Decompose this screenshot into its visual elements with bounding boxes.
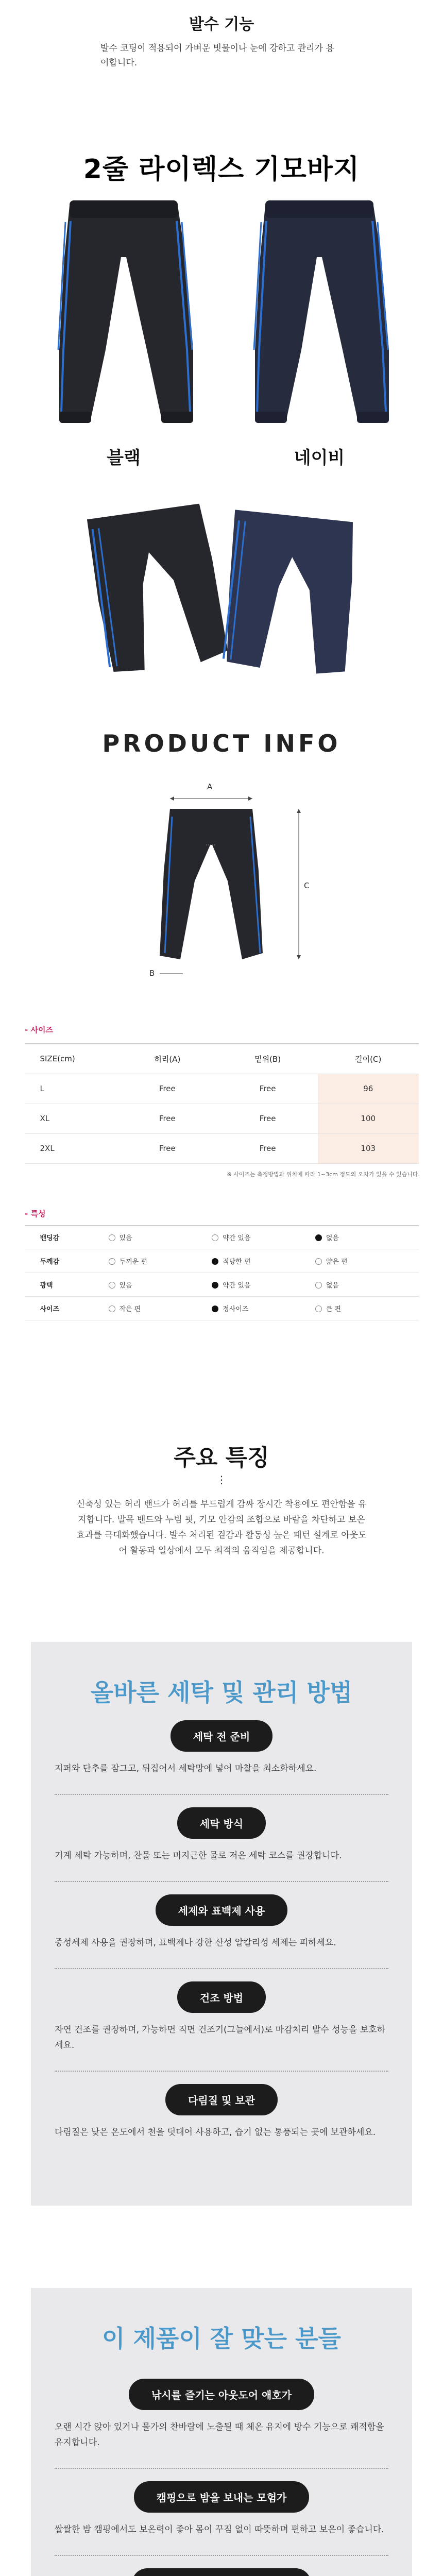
rise-cell: Free bbox=[217, 1133, 318, 1163]
length-cell: 100 bbox=[318, 1104, 419, 1133]
intro-title: 발수 기능 bbox=[189, 15, 254, 33]
size-col-size: SIZE(cm) bbox=[25, 1044, 117, 1074]
feature-option: 작은 편 bbox=[119, 1306, 141, 1313]
size-table bbox=[25, 1043, 419, 1164]
radio-selected-icon bbox=[212, 1258, 218, 1265]
feature-row-thickness bbox=[25, 1249, 419, 1273]
feature-option: 두꺼운 편 bbox=[119, 1258, 147, 1266]
size-diagram-image bbox=[93, 778, 350, 994]
feature-option: 정사이즈 bbox=[223, 1306, 249, 1313]
feature-option: 적당한 편 bbox=[223, 1258, 251, 1266]
size-cell: XL bbox=[25, 1104, 117, 1133]
feature-option: 약간 있음 bbox=[223, 1282, 251, 1290]
size-heading: - 사이즈 bbox=[25, 1025, 53, 1035]
color-option-black bbox=[36, 195, 211, 469]
size-diagram bbox=[93, 778, 350, 994]
feature-option: 있음 bbox=[119, 1234, 132, 1243]
feature-option: 없음 bbox=[326, 1234, 339, 1243]
care-item-text: 다림질은 낮은 온도에서 천을 덧대어 사용하고, 습기 없는 통풍되는 곳에 보관하세요. bbox=[55, 2127, 376, 2138]
care-item-text: 지퍼와 단추를 잠그고, 뒤집어서 세탁망에 넣어 마찰을 최소화하세요. bbox=[55, 1761, 388, 1795]
rise-cell: Free bbox=[217, 1074, 318, 1104]
size-cell: 2XL bbox=[25, 1133, 117, 1163]
feature-row-size bbox=[25, 1297, 419, 1320]
feature-row-gloss bbox=[25, 1273, 419, 1297]
product-title: 2줄 라이렉스 기모바지 bbox=[83, 154, 360, 185]
color-label-navy: 네이비 bbox=[294, 448, 345, 468]
table-row bbox=[25, 1133, 419, 1163]
radio-icon bbox=[109, 1258, 115, 1265]
feature-label: 두께감 bbox=[40, 1258, 60, 1266]
radio-selected-icon bbox=[315, 1234, 322, 1241]
recommend-item-label: 낚시를 즐기는 아웃도어 애호가 bbox=[129, 2379, 314, 2410]
care-item-label: 세제와 표백제 사용 bbox=[156, 1894, 288, 1926]
care-item bbox=[31, 1894, 412, 1969]
key-features-section bbox=[0, 1439, 443, 1558]
care-item bbox=[31, 1807, 412, 1882]
size-col-waist: 허리(A) bbox=[117, 1044, 218, 1074]
recommend-item bbox=[31, 2481, 412, 2556]
care-item-text: 중성세제 사용을 권장하며, 표백제나 강한 산성 알칼리성 세제는 피하세요. bbox=[55, 1935, 388, 1969]
length-cell: 103 bbox=[318, 1133, 419, 1163]
feature-option: 큰 편 bbox=[326, 1306, 342, 1313]
radio-icon bbox=[315, 1306, 322, 1312]
key-features-title: 주요 특징 bbox=[174, 1445, 269, 1471]
recommend-title: 이 제품이 잘 맞는 분들 bbox=[102, 2325, 341, 2352]
care-item-label: 다림질 및 보관 bbox=[165, 2084, 278, 2115]
radio-icon bbox=[315, 1282, 322, 1289]
navy-pants-image bbox=[234, 195, 404, 437]
care-item bbox=[31, 1720, 412, 1795]
features-heading: - 특성 bbox=[25, 1209, 46, 1218]
key-features-text: 신축성 있는 허리 밴드가 허리를 부드럽게 감싸 장시간 착용에도 편안함을 유지합니다. 발목 밴드와 누빔 핏, 기모 안감의 조합으로 바람을 차단하고 보온 효과를 극대화했습니다. 발수 처리된 겉감과 활동성 높은 패턴 설계로 아웃도어 활동과 일상에서 모두 최적의 움직임을 제공합니다. bbox=[76, 1499, 367, 1556]
waist-cell: Free bbox=[117, 1104, 218, 1133]
waist-cell: Free bbox=[117, 1074, 218, 1104]
care-title: 올바른 세탁 및 관리 방법 bbox=[90, 1679, 353, 1706]
feature-option: 있음 bbox=[119, 1282, 132, 1290]
water-repellent-section bbox=[0, 0, 443, 70]
feature-label: 사이즈 bbox=[40, 1306, 60, 1313]
table-row bbox=[25, 1104, 419, 1133]
feature-label: 밴딩감 bbox=[40, 1234, 60, 1243]
radio-icon bbox=[109, 1234, 115, 1241]
dim-label-a: A bbox=[207, 782, 213, 791]
care-item-label: 세탁 전 준비 bbox=[171, 1720, 273, 1752]
care-item-text: 기계 세탁 가능하며, 찬물 또는 미지근한 물로 저온 세탁 코스를 권장합니다. bbox=[55, 1848, 388, 1882]
radio-icon bbox=[315, 1258, 322, 1265]
radio-selected-icon bbox=[212, 1282, 218, 1289]
radio-icon bbox=[109, 1282, 115, 1289]
feature-option: 얇은 편 bbox=[326, 1258, 348, 1266]
feature-label: 광택 bbox=[40, 1282, 53, 1290]
radio-icon bbox=[109, 1306, 115, 1312]
features-table bbox=[25, 1225, 419, 1321]
size-table-header bbox=[25, 1044, 419, 1074]
color-option-navy bbox=[232, 195, 407, 469]
waist-cell: Free bbox=[117, 1133, 218, 1163]
care-item bbox=[31, 1981, 412, 2072]
care-item-label: 건조 방법 bbox=[177, 1981, 266, 2013]
product-info-title: PRODUCT INFO bbox=[102, 730, 341, 757]
care-item-label: 세탁 방식 bbox=[177, 1807, 266, 1839]
recommend-item-text: 쌀쌀한 밤 캠핑에서도 보온력이 좋아 몸이 꾸짐 없이 따뜻하며 편하고 보온이 좋습니다. bbox=[55, 2522, 388, 2556]
care-item-text: 자연 건조를 권장하며, 가능하면 직면 건조기(그늘에서)로 마감처리 발수 성능을 보호하세요. bbox=[55, 2022, 388, 2072]
color-options bbox=[0, 195, 443, 469]
feature-option: 약간 있음 bbox=[223, 1234, 251, 1243]
recommend-item-text: 오랜 시간 앉아 있거나 물가의 찬바람에 노출될 때 체온 유지에 방수 기능으로 쾌적함을 유지합니다. bbox=[55, 2419, 388, 2469]
size-col-length: 길이(C) bbox=[318, 1044, 419, 1074]
recommend-item-label: 캠핑으로 밤을 보내는 모험가 bbox=[134, 2481, 310, 2513]
intro-text: 발수 코팅이 적용되어 가벼운 빗물이나 눈에 강하고 관리가 용이합니다. bbox=[100, 43, 334, 68]
recommend-item bbox=[31, 2568, 412, 2576]
black-pants-image bbox=[39, 195, 209, 437]
care-section bbox=[31, 1642, 412, 2206]
dim-label-c: C bbox=[304, 881, 310, 890]
color-label-black: 블랙 bbox=[107, 448, 141, 468]
rise-cell: Free bbox=[217, 1104, 318, 1133]
size-cell: L bbox=[25, 1074, 117, 1104]
recommend-section bbox=[31, 2288, 412, 2576]
recommend-item-label bbox=[132, 2568, 311, 2576]
recommend-item bbox=[31, 2379, 412, 2469]
size-col-rise: 밑위(B) bbox=[217, 1044, 318, 1074]
pants-pair-image bbox=[77, 489, 366, 696]
dots-icon: ⋮ bbox=[216, 1473, 227, 1486]
radio-selected-icon bbox=[212, 1306, 218, 1312]
radio-icon bbox=[212, 1234, 218, 1241]
size-note: ※ 사이즈는 측정방법과 위치에 따라 1~3cm 정도의 오차가 있을 수 있습니다. bbox=[227, 1171, 420, 1178]
length-cell: 96 bbox=[318, 1074, 419, 1104]
dim-label-b: B bbox=[149, 969, 155, 978]
feature-option: 없음 bbox=[326, 1282, 339, 1290]
table-row bbox=[25, 1074, 419, 1104]
care-item bbox=[31, 2084, 412, 2158]
feature-row-banding bbox=[25, 1226, 419, 1249]
